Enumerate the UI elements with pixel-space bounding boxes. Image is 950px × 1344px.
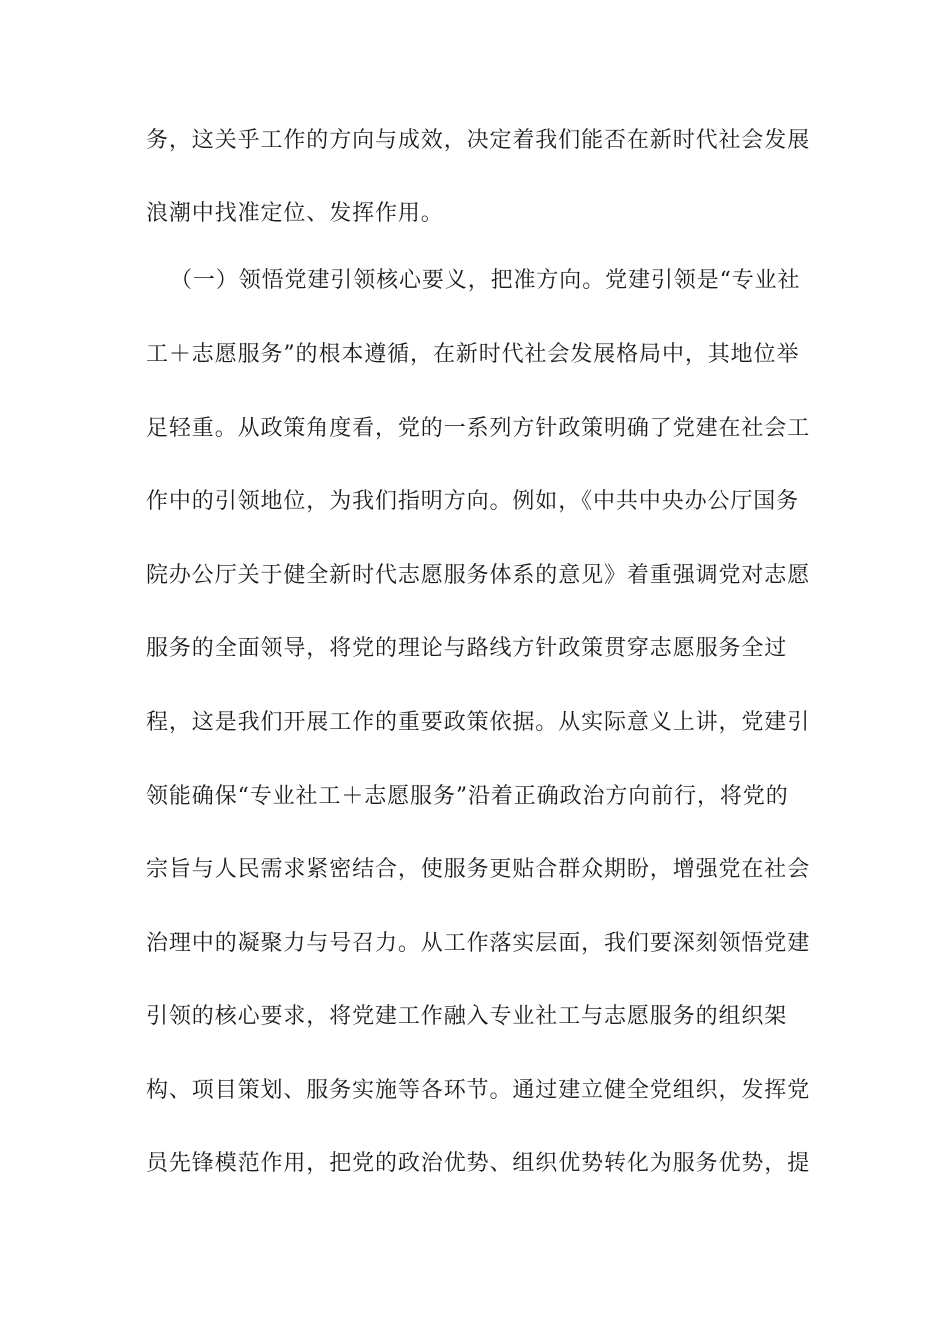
text-line: 治理中的凝聚力与号召力。从工作落实层面，我们要深刻领悟党建 bbox=[146, 931, 811, 956]
section-heading-line: （一）领悟党建引领核心要义，把准方向。党建引领是“专业社 bbox=[170, 268, 801, 293]
text-line: 院办公厅关于健全新时代志愿服务体系的意见》着重强调党对志愿 bbox=[146, 563, 811, 588]
text-line: 务，这关乎工作的方向与成效，决定着我们能否在新时代社会发展 bbox=[146, 128, 811, 153]
text-line: 服务的全面领导，将党的理论与路线方针政策贯穿志愿服务全过 bbox=[146, 636, 788, 661]
text-line: 工＋志愿服务”的根本遵循，在新时代社会发展格局中，其地位举 bbox=[146, 342, 800, 367]
text-line: 员先锋模范作用，把党的政治优势、组织优势转化为服务优势，提 bbox=[146, 1151, 811, 1176]
text-line: 引领的核心要求，将党建工作融入专业社工与志愿服务的组织架 bbox=[146, 1004, 788, 1029]
text-line: 足轻重。从政策角度看，党的一系列方针政策明确了党建在社会工 bbox=[146, 416, 811, 441]
text-line: 作中的引领地位，为我们指明方向。例如，《中共中央办公厅国务 bbox=[146, 489, 800, 514]
text-line: 领能确保“专业社工＋志愿服务”沿着正确政治方向前行，将党的 bbox=[146, 784, 789, 809]
text-line: 构、项目策划、服务实施等各环节。通过建立健全党组织，发挥党 bbox=[146, 1078, 811, 1103]
text-line: 宗旨与人民需求紧密结合，使服务更贴合群众期盼，增强党在社会 bbox=[146, 857, 811, 882]
text-line: 程，这是我们开展工作的重要政策依据。从实际意义上讲，党建引 bbox=[146, 710, 811, 735]
text-line: 浪潮中找准定位、发挥作用。 bbox=[146, 201, 444, 226]
